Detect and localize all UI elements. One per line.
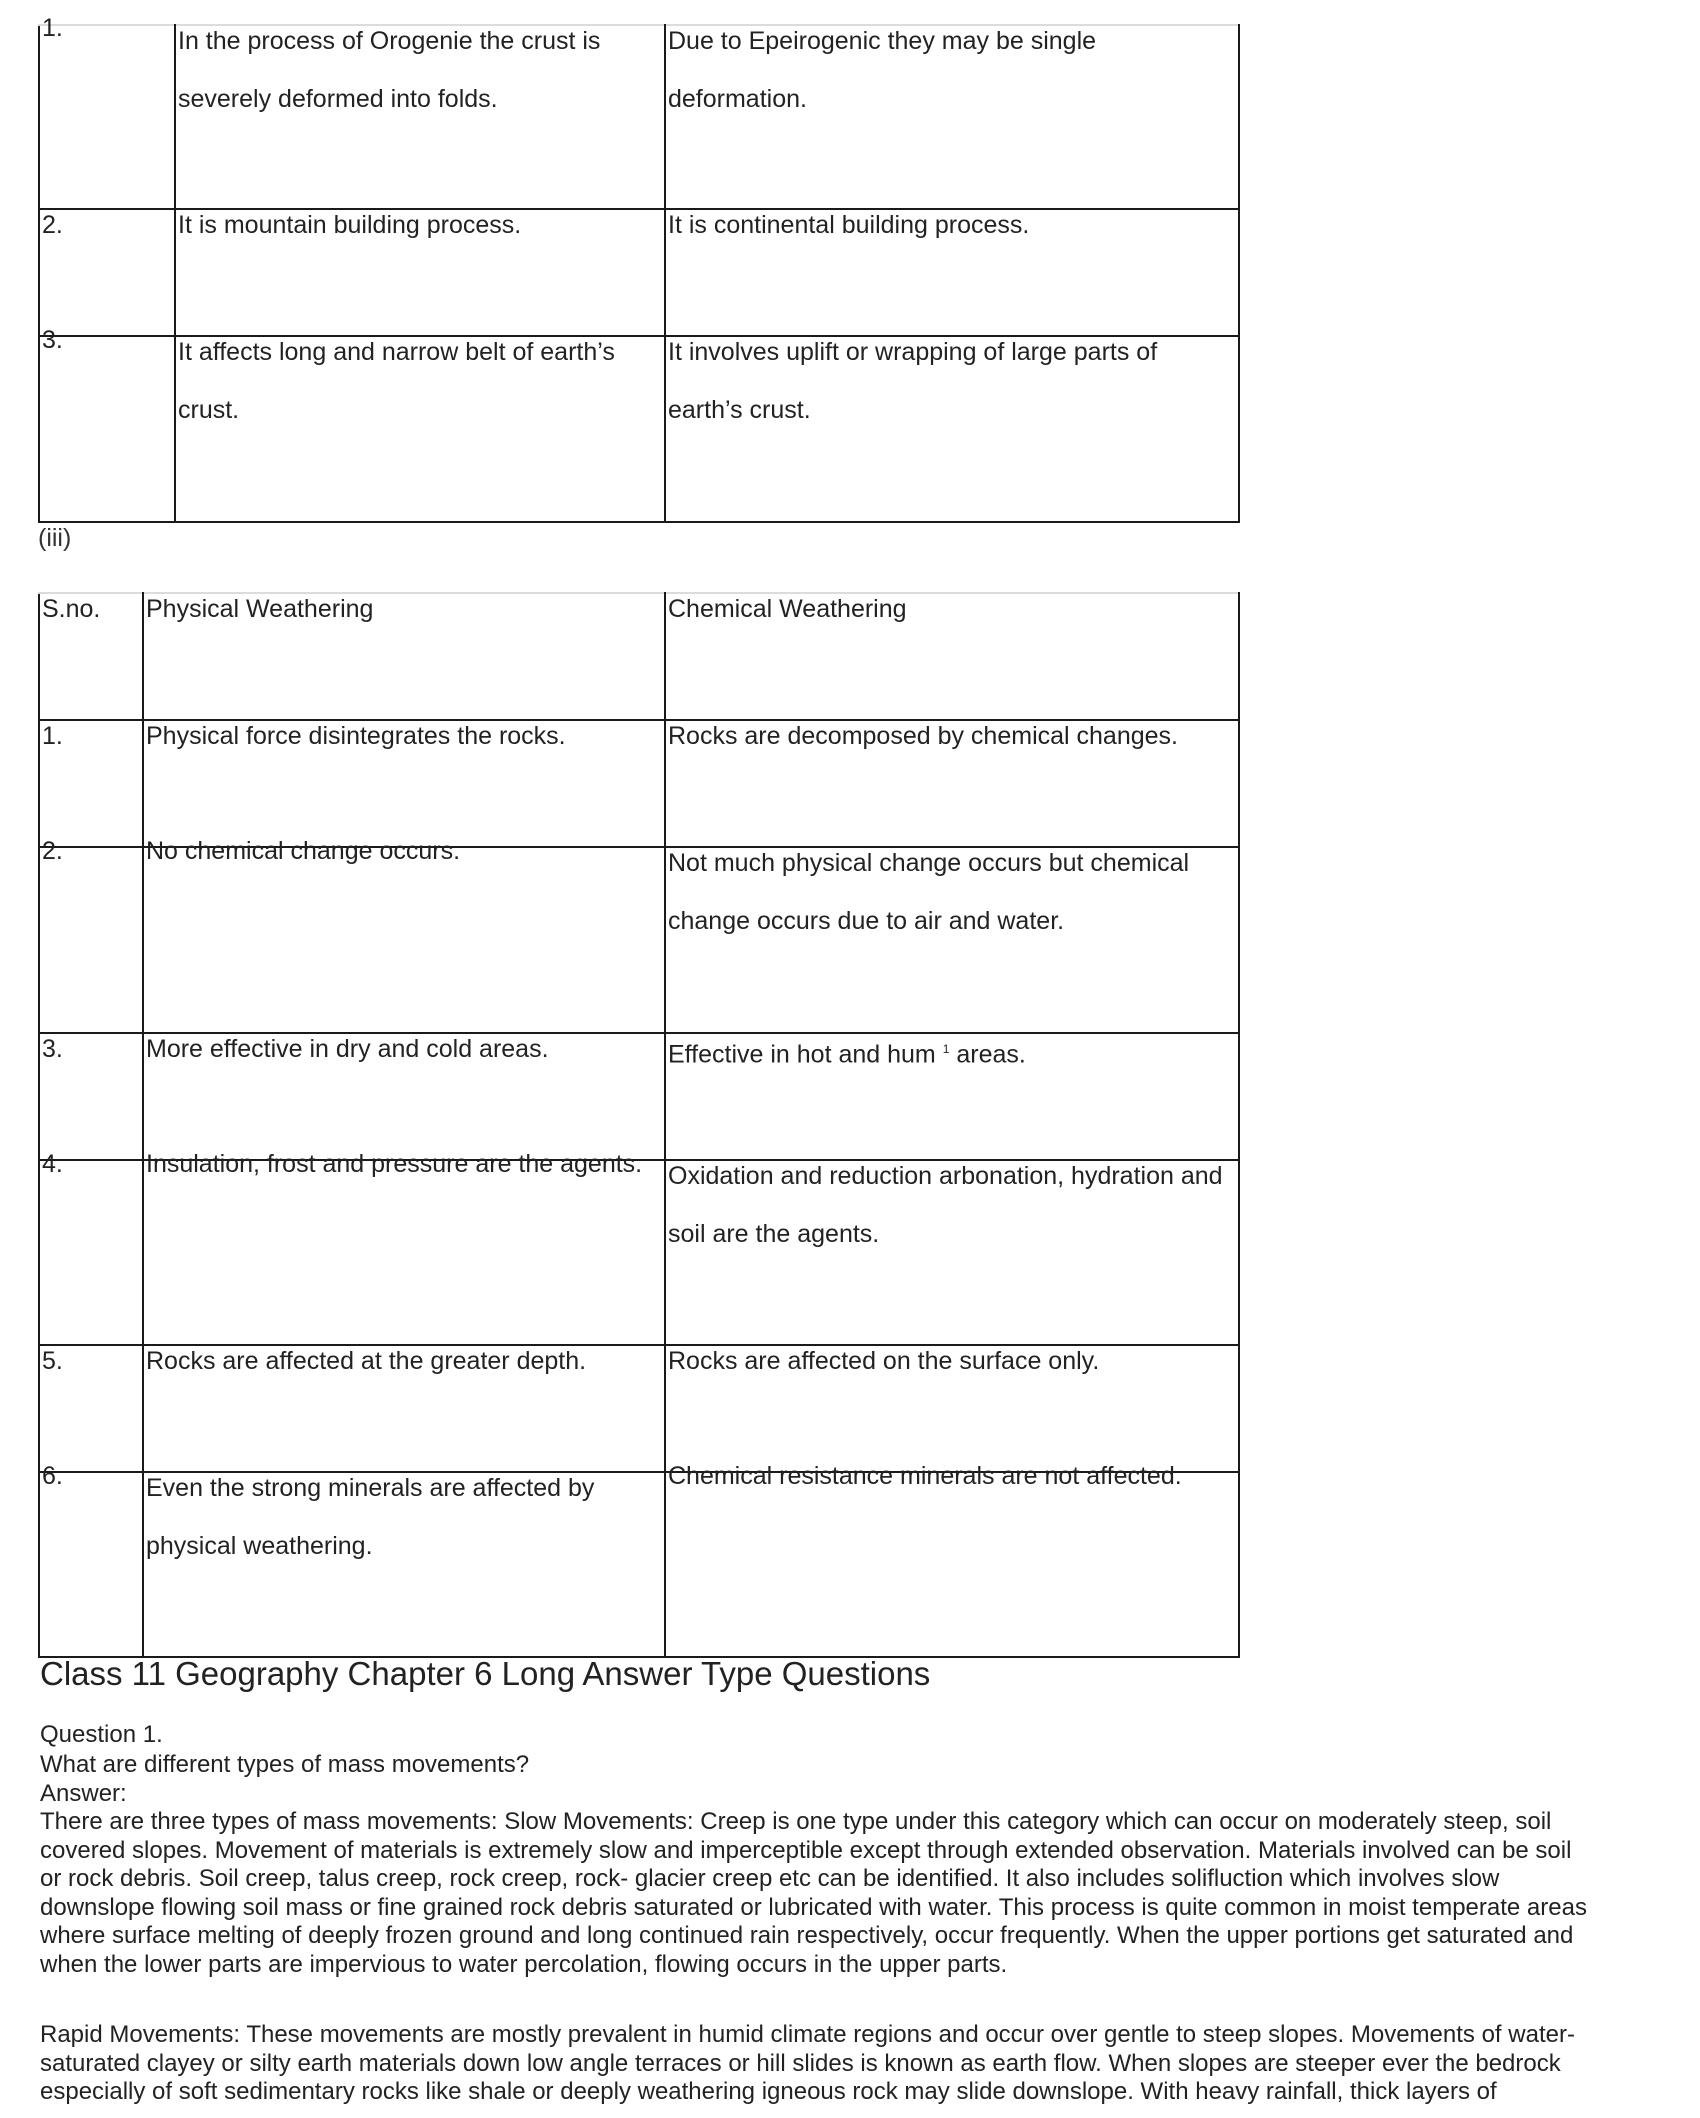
paragraph-line: especially of soft sedimentary rocks like shale or deeply weathering igneous rock may slide downslope. With heavy rainfall, thick layers of [40,2078,1497,2106]
paragraph-line: saturated clayey or silty earth materials down low angle terraces or hill slides is known as earth flow. When slopes are steeper ever the bedrock [40,2049,1561,2077]
table-row [39,209,1239,336]
comparison-table-orogenic-epeirogenic [38,14,1240,523]
serial-number: 3. [42,326,63,354]
serial-cell [39,14,175,209]
paragraph-line: There are three types of mass movements: Slow Movements: Creep is one type under this category which can occur on moderately steep, soil [40,1808,1552,1835]
cell-line: deformation. [668,85,807,113]
cell-line: soil are the agents. [668,1220,880,1248]
cell-line: physical weathering. [146,1532,373,1560]
cell-line: Insulation, frost and pressure are the agents. [146,1149,643,1178]
serial-cell [39,837,143,1033]
cell-line: crust. [178,396,240,424]
epeirogenic-cell [665,336,1239,522]
epeirogenic-cell [665,25,1239,209]
paragraph-line: where surface melting of deeply frozen ground and long continued rain respectively, occur frequently. When the upper portions get saturated and [40,1922,1574,1950]
footnote-marker: 1 [942,1042,950,1056]
serial-cell [39,209,175,336]
serial-cell [39,720,143,847]
header-serial [39,593,143,720]
serial-cell [39,1033,143,1160]
serial-cell [39,1461,143,1657]
chemical-cell [665,1160,1239,1345]
cell-line: Physical force disintegrates the rocks. [146,722,566,750]
table-row [39,847,1239,1033]
answer-label: Answer: [40,1780,127,1807]
header-physical-label: Physical Weathering [146,595,374,623]
cell-line: earth’s crust. [668,396,811,424]
question-text: What are different types of mass movements? [40,1750,530,1778]
section-heading: Class 11 Geography Chapter 6 Long Answer Type Questions [40,1655,931,1692]
paragraph-line: covered slopes. Movement of materials is extremely slow and imperceptible except through extended observation. Materials involved can be soil [40,1836,1572,1864]
table-row [39,1472,1239,1657]
question-block [40,1720,529,1809]
cell-line: Rocks are affected on the surface only. [668,1347,1100,1375]
table-row [39,720,1239,847]
paragraph-line: Rapid Movements: These movements are mostly prevalent in humid climate regions and occur over gentle to steep slopes. Movements of water- [40,2021,1575,2048]
cell-text: areas. [949,1040,1026,1069]
physical-cell [143,1149,665,1345]
serial-number: 5. [42,1347,63,1375]
comparison-table-weathering [38,592,1240,1658]
cell-line: No chemical change occurs. [146,837,461,865]
cell-line: Rocks are decomposed by chemical changes. [668,722,1178,750]
epeirogenic-cell [665,209,1239,336]
serial-cell [39,326,175,522]
chemical-cell [665,720,1239,847]
serial-number: 6. [42,1461,63,1490]
serial-number: 1. [42,14,63,42]
physical-cell [143,1033,665,1160]
chemical-cell [665,847,1239,1033]
chemical-cell [665,1461,1239,1657]
orogenic-cell [175,336,665,522]
cell-line: More effective in dry and cold areas. [146,1035,549,1063]
cell-line: Even the strong minerals are affected by [146,1474,595,1502]
table-row [39,1033,1239,1160]
physical-cell [143,1472,665,1657]
answer-paragraph-rapid-movements [40,2021,1575,2107]
cell-line: change occurs due to air and water. [668,907,1065,935]
table-row [39,336,1239,522]
serial-cell [39,1149,143,1345]
chemical-cell [665,1033,1239,1160]
answer-paragraph-slow-movements [40,1808,1587,1980]
chemical-cell [665,1345,1239,1472]
serial-number: 3. [42,1035,63,1063]
cell-line: In the process of Orogenie the crust is [178,27,601,55]
header-chemical [665,593,1239,720]
header-physical [143,593,665,720]
paragraph-line: or rock debris. Soil creep, talus creep, rock creep, rock- glacier creep etc can be identified. It also includes solifluction which involves slow [40,1865,1500,1893]
serial-number: 4. [42,1149,63,1178]
cell-line: Chemical resistance minerals are not affected. [668,1461,1182,1490]
table-row [39,1345,1239,1472]
orogenic-cell [175,209,665,336]
section-label: (iii) [38,524,72,552]
cell-line: It is mountain building process. [178,211,522,239]
serial-cell [39,1345,143,1472]
physical-cell [143,837,665,1033]
serial-number: 2. [42,211,63,239]
cell-line: It involves uplift or wrapping of large parts of [668,338,1158,366]
cell-line: It affects long and narrow belt of earth’s [178,338,615,366]
table-header-row [39,593,1239,720]
cell-line: Due to Epeirogenic they may be single [668,27,1097,55]
cell-line: Oxidation and reduction arbonation, hydration and [668,1162,1223,1190]
table-row [39,25,1239,209]
cell-line: Rocks are affected at the greater depth. [146,1347,587,1375]
header-serial-label: S.no. [42,595,101,623]
orogenic-cell [175,25,665,209]
paragraph-line: when the lower parts are impervious to water percolation, flowing occurs in the upper parts. [40,1950,1008,1978]
cell-line: It is continental building process. [668,211,1030,239]
cell-text: Effective in hot and hum [668,1040,943,1069]
physical-cell [143,720,665,847]
physical-cell [143,1345,665,1472]
cell-line: severely deformed into folds. [178,85,498,113]
cell-line: Not much physical change occurs but chemical [668,849,1190,877]
paragraph-line: downslope flowing soil mass or fine grained rock debris saturated or lubricated with water. This process is quite common in moist temperate areas [40,1893,1587,1921]
cell-line [668,1020,1236,1083]
question-number: Question 1. [40,1721,163,1748]
header-chemical-label: Chemical Weathering [668,595,907,623]
serial-number: 1. [42,722,63,750]
serial-number: 2. [42,837,63,865]
table-row [39,1160,1239,1345]
